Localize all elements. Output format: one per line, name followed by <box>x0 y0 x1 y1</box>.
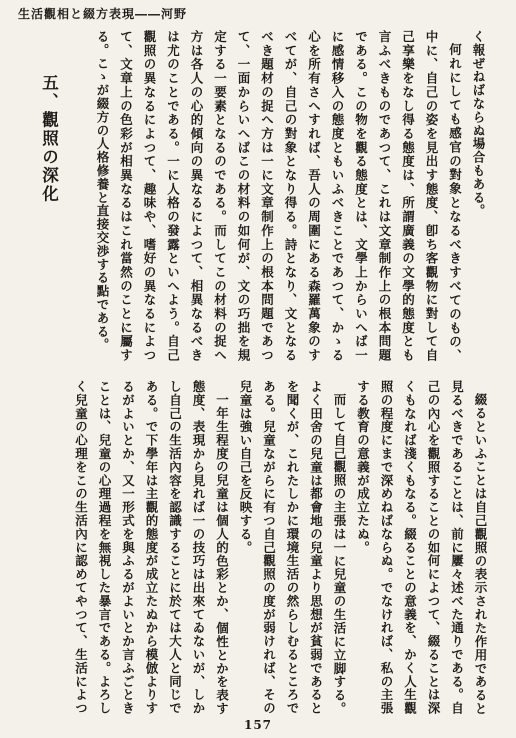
paragraph: 一年生程度の兒童は個人的色彩とか、個性とかを表す態度、表現から見れば一の技巧は出來てゐないが、しかし自己の生活內容を認識することに於ては大人と同じである。で下學年は主觀的態度が成立たぬから模倣よりするがよいとか、又一形式を與ふるがよいとか言ふごときことは、兒童の心理過程を無視した暴言である。よろしく兒童の心理をこの生活內に認めてやつて、生活によつ <box>73 380 230 715</box>
page-number: 157 <box>243 718 273 732</box>
section-heading: 五、觀照の深化 <box>39 74 59 204</box>
lower-text-block <box>10 380 492 715</box>
paragraph: 綴るといふことは自己觀照の表示された作用であると見るべきであることは、前に屢々述べた通りである。自己の內心を觀照することの如何によつて、綴ることは深くもなれば淺くもなる。綴ることの意義を、かく人生觀照の程度にまで深めねばならぬ。でなければ、私の主張する教育の意義が成立たぬ。 <box>355 380 488 715</box>
paragraph: 何れにしても感官の對象となるべきすべてのもの、中に、自己の姿を見出す態度、卽ち客觀物に對して自己享樂をなし得る態度は、所謂廣義の文學的態度とも言ふべきものであつて、これは文章制作上の根本問題である。この物を觀る態度とは、文學上からいへば一に感情移入の態度ともいふべきことであつて、かゝる心を所有さへすれば、吾人の周圍にある森羅萬象のすべてが、自己の對象となり得る。詩となり、文となるべき題材の捉へ方は一に文章制作上の根本問題であつて、一面からいへばこの材料の如何が、文の巧拙を規定する一要素となるのである。而してこの材料の捉へ方は各人の心的傾向の異なるによつて、相異なるべきは尤のことである。一に人格の發露といへよう。自己觀照の異なるによつて、趣味や、嗜好の異なるによつて、文章上の色彩が相異なるはこれ當然のことに屬する。こゝが綴方の人格修養と直接交渉する點である。 <box>95 30 463 362</box>
upper-text-block <box>12 30 490 362</box>
paragraph: く報ぜねばならぬ場合もある。 <box>471 30 486 218</box>
paragraph: 而して自己觀照の主張は一に兒童の生活に立脚する。よく田舍の兒童は都會地の兒童より思想が貧弱であるとを聞くが、これたしかに環境生活の然らしむるところである。兒童ながらに有つ自己觀照の度が弱ければ、その兒童は強い自己を反映する。 <box>238 380 347 715</box>
running-header: 生活觀相と綴方表現――河野 <box>18 7 188 21</box>
